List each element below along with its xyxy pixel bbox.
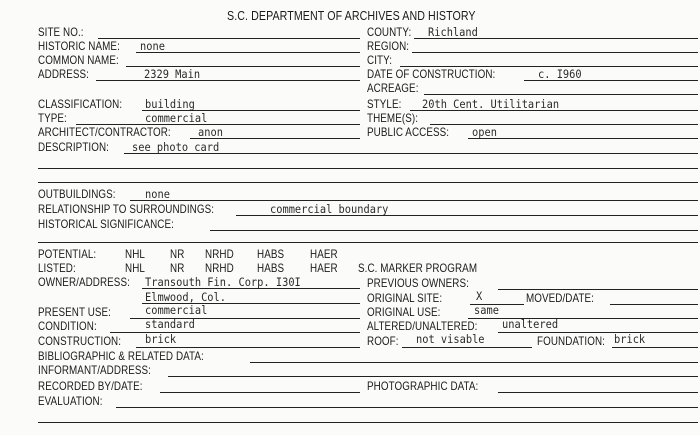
construction-value: brick xyxy=(145,332,177,346)
original-use-label: ORIGINAL USE: xyxy=(367,305,441,319)
original-site-label: ORIGINAL SITE: xyxy=(367,291,443,305)
historical-significance-label: HISTORICAL SIGNIFICANCE: xyxy=(38,217,174,231)
listed-label: LISTED: xyxy=(38,261,76,275)
previous-owners-line xyxy=(498,289,698,290)
outbuildings-value: none xyxy=(145,187,170,201)
listed-habs: HABS xyxy=(257,261,285,275)
potential-nhl: NHL xyxy=(125,247,145,261)
section-divider-1 xyxy=(38,182,698,183)
condition-label: CONDITION: xyxy=(38,319,97,333)
foundation-value: brick xyxy=(614,332,646,346)
roof-value: not visable xyxy=(416,332,485,346)
style-value: 20th Cent. Utilitarian xyxy=(422,97,560,111)
themes-line xyxy=(430,124,698,125)
bibliographic-line xyxy=(250,362,698,363)
foundation-label: FOUNDATION: xyxy=(537,334,605,348)
listed-nr: NR xyxy=(170,261,185,275)
informant-line xyxy=(168,376,698,377)
county-line xyxy=(414,38,698,39)
historic-name-label: HISTORIC NAME: xyxy=(38,39,120,53)
address-line xyxy=(96,80,360,81)
relationship-label: RELATIONSHIP TO SURROUNDINGS: xyxy=(38,202,215,216)
site-no-line xyxy=(98,38,360,39)
county-label: COUNTY: xyxy=(367,25,412,39)
classification-value: building xyxy=(145,97,195,111)
relationship-value: commercial boundary xyxy=(270,202,389,216)
style-line xyxy=(410,110,698,111)
owner-address-label: OWNER/ADDRESS: xyxy=(38,275,130,289)
public-access-label: PUBLIC ACCESS: xyxy=(367,125,450,139)
county-value: Richland xyxy=(428,25,478,39)
public-access-line xyxy=(468,138,698,139)
date-of-construction-line xyxy=(524,80,698,81)
listed-haer: HAER xyxy=(310,261,338,275)
acreage-line xyxy=(424,94,698,95)
listed-nrhd: NRHD xyxy=(205,261,234,275)
description-line-2 xyxy=(38,168,698,169)
photographic-data-line xyxy=(498,392,698,393)
style-label: STYLE: xyxy=(367,97,402,111)
listed-nhl: NHL xyxy=(125,261,145,275)
condition-value: standard xyxy=(145,317,195,331)
roof-label: ROOF: xyxy=(367,334,399,348)
address-label: ADDRESS: xyxy=(38,67,89,81)
potential-habs: HABS xyxy=(257,247,285,261)
informant-label: INFORMANT/ADDRESS: xyxy=(38,363,152,377)
classification-label: CLASSIFICATION: xyxy=(38,97,123,111)
owner-address-value-1: Transouth Fin. Corp. I30I xyxy=(145,275,301,289)
date-of-construction-label: DATE OF CONSTRUCTION: xyxy=(367,67,496,81)
evaluation-line xyxy=(116,407,698,408)
potential-nr: NR xyxy=(170,247,185,261)
evaluation-line-2 xyxy=(38,422,698,423)
city-label: CITY: xyxy=(367,53,393,67)
potential-nrhd: NRHD xyxy=(205,247,234,261)
owner-address-line-1 xyxy=(142,288,360,289)
address-value: 2329 Main xyxy=(144,67,201,81)
moved-date-line xyxy=(610,304,698,305)
architect-value: anon xyxy=(198,125,223,139)
region-label: REGION: xyxy=(367,39,410,53)
section-divider-2 xyxy=(38,242,698,243)
form-title: S.C. DEPARTMENT OF ARCHIVES AND HISTORY xyxy=(227,8,476,23)
common-name-label: COMMON NAME: xyxy=(38,53,119,67)
potential-haer: HAER xyxy=(310,247,338,261)
altered-line xyxy=(498,332,698,333)
architect-line xyxy=(190,138,360,139)
historic-name-line xyxy=(136,52,360,53)
original-site-value: X xyxy=(476,289,483,303)
roof-line xyxy=(402,347,532,348)
type-label: TYPE: xyxy=(38,111,67,125)
region-line xyxy=(412,52,698,53)
previous-owners-label: PREVIOUS OWNERS: xyxy=(367,276,469,290)
foundation-line xyxy=(612,347,698,348)
marker-program-label: S.C. MARKER PROGRAM xyxy=(358,261,478,275)
potential-label: POTENTIAL: xyxy=(38,247,97,261)
historical-significance-line xyxy=(210,230,698,231)
owner-address-value-2: Elmwood, Col. xyxy=(145,290,227,304)
altered-label: ALTERED/UNALTERED: xyxy=(367,319,478,333)
altered-value: unaltered xyxy=(502,317,559,331)
description-line xyxy=(124,153,698,154)
bibliographic-label: BIBLIOGRAPHIC & RELATED DATA: xyxy=(38,349,204,363)
original-use-value: same xyxy=(474,303,499,317)
public-access-value: open xyxy=(472,125,497,139)
recorded-by-label: RECORDED BY/DATE: xyxy=(38,379,143,393)
moved-date-label: MOVED/DATE: xyxy=(526,291,594,305)
architect-label: ARCHITECT/CONTRACTOR: xyxy=(38,125,171,139)
present-use-label: PRESENT USE: xyxy=(38,305,111,319)
description-label: DESCRIPTION: xyxy=(38,140,109,154)
date-of-construction-value: c. I960 xyxy=(538,67,582,81)
outbuildings-label: OUTBUILDINGS: xyxy=(38,187,116,201)
construction-line xyxy=(136,347,360,348)
present-use-value: commercial xyxy=(145,303,208,317)
themes-label: THEME(S): xyxy=(367,111,419,125)
historic-name-value: none xyxy=(140,39,165,53)
type-value: commercial xyxy=(145,111,208,125)
site-no-label: SITE NO.: xyxy=(38,25,84,39)
relationship-line xyxy=(236,215,698,216)
recorded-by-line xyxy=(160,392,360,393)
outbuildings-line xyxy=(130,200,698,201)
description-value: see photo card xyxy=(132,140,220,154)
acreage-label: ACREAGE: xyxy=(367,81,419,95)
evaluation-label: EVALUATION: xyxy=(38,394,103,408)
construction-label: CONSTRUCTION: xyxy=(38,334,122,348)
photographic-data-label: PHOTOGRAPHIC DATA: xyxy=(367,379,479,393)
